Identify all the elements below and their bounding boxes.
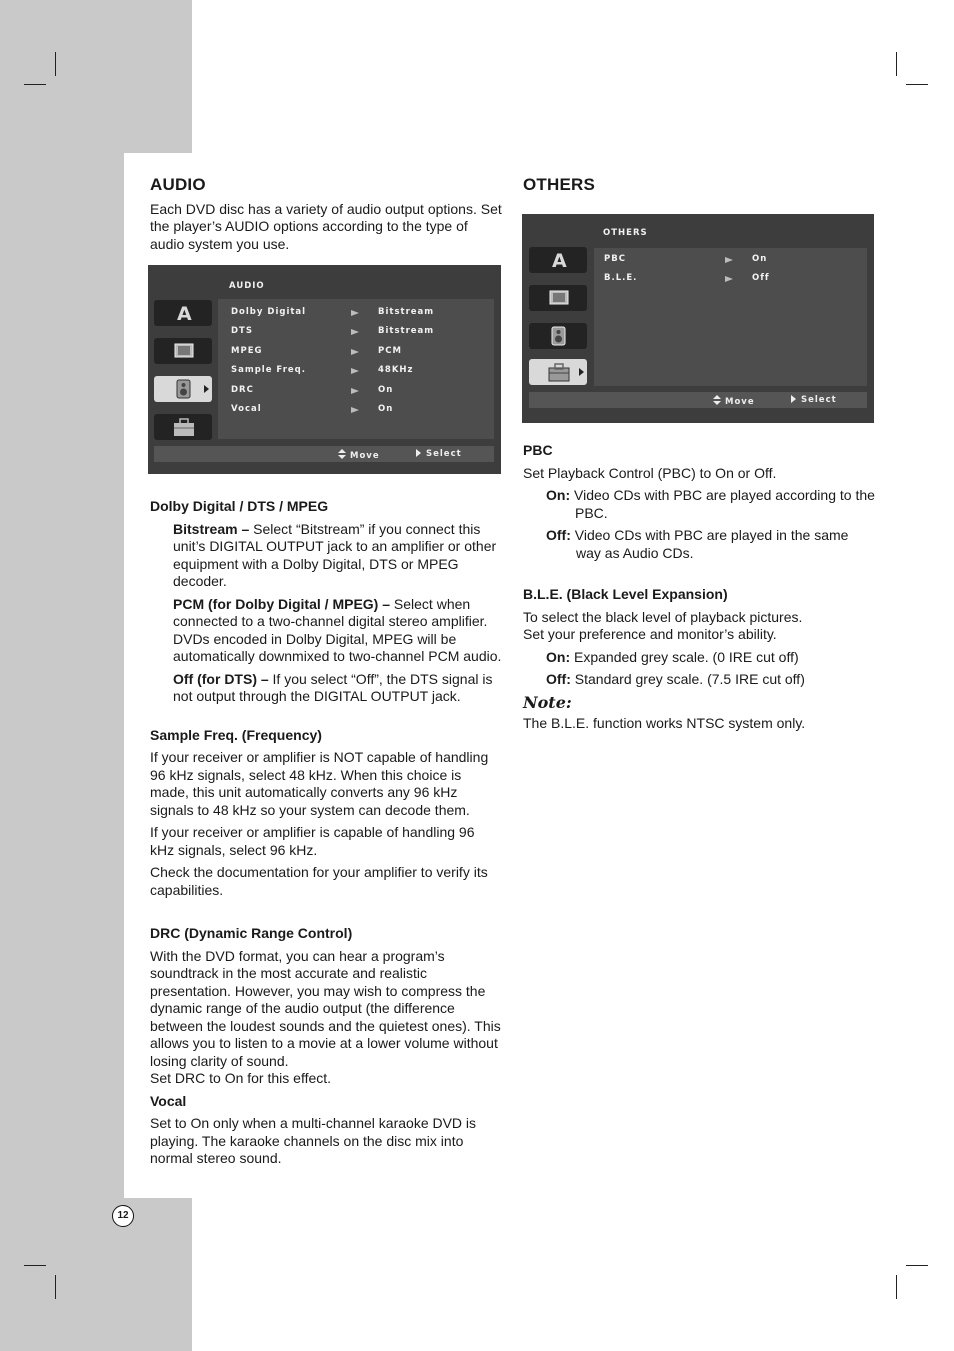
pbc-on-term: On: bbox=[546, 487, 571, 503]
audio-menu-screen bbox=[148, 265, 501, 474]
up-down-icon bbox=[338, 449, 346, 459]
row-value: 48KHz bbox=[378, 365, 414, 375]
note-title: Note: bbox=[523, 692, 572, 712]
menu-title: OTHERS bbox=[603, 228, 648, 238]
others-icon bbox=[529, 359, 587, 385]
ble-off-term: Off: bbox=[546, 671, 571, 687]
drc-heading: DRC (Dynamic Range Control) bbox=[150, 925, 353, 941]
move-label: Move bbox=[725, 397, 755, 407]
row-label[interactable]: Sample Freq. bbox=[231, 365, 306, 375]
bitstream-desc bbox=[150, 521, 502, 591]
crop-mark bbox=[24, 84, 46, 85]
row-value: On bbox=[378, 404, 394, 414]
ble-on-desc bbox=[523, 649, 875, 667]
arrow-icon bbox=[351, 329, 359, 335]
up-down-icon bbox=[713, 395, 721, 405]
others-icon bbox=[154, 414, 212, 440]
display-icon bbox=[529, 285, 587, 311]
row-label[interactable]: B.L.E. bbox=[604, 273, 638, 283]
pbc-on-desc bbox=[523, 487, 875, 522]
tab-audio[interactable] bbox=[154, 376, 212, 402]
row-label[interactable]: DRC bbox=[231, 385, 254, 395]
audio-heading: AUDIO bbox=[150, 175, 206, 194]
pbc-on-text: Video CDs with PBC are played according to the PBC. bbox=[570, 487, 875, 521]
vocal-p1: Set to On only when a multi-channel karaoke DVD is playing. The karaoke channels on the disc mix into normal stereo sound. bbox=[150, 1115, 477, 1166]
row-value: Bitstream bbox=[378, 307, 435, 317]
select-label: Select bbox=[801, 395, 837, 405]
pbc-intro: Set Playback Control (PBC) to On or Off. bbox=[523, 464, 777, 481]
row-value: On bbox=[752, 254, 768, 264]
arrow-icon bbox=[351, 368, 359, 374]
ble-off-text: Standard grey scale. (7.5 IRE cut off) bbox=[570, 671, 805, 687]
sample-freq-p3: Check the documentation for your amplifier to verify its capabilities. bbox=[150, 864, 488, 898]
crop-mark bbox=[906, 84, 928, 85]
others-details bbox=[523, 442, 875, 733]
audio-icon bbox=[529, 323, 587, 349]
move-label: Move bbox=[350, 451, 380, 461]
menu-title: AUDIO bbox=[229, 281, 265, 291]
pcm-term: PCM (for Dolby Digital / MPEG) – bbox=[173, 595, 391, 612]
crop-mark bbox=[55, 1275, 56, 1299]
row-value: On bbox=[378, 385, 394, 395]
language-icon bbox=[154, 300, 212, 326]
row-label[interactable]: Vocal bbox=[231, 404, 262, 414]
arrow-icon bbox=[351, 388, 359, 394]
pbc-off-text: Video CDs with PBC are played in the same way as Audio CDs. bbox=[570, 527, 849, 561]
ble-heading: B.L.E. (Black Level Expansion) bbox=[523, 586, 728, 602]
play-icon bbox=[416, 449, 421, 457]
arrow-icon bbox=[351, 310, 359, 316]
pcm-desc bbox=[150, 596, 502, 666]
off-dts-text: If you select “Off”, the DTS signal is not output through the DIGITAL OUTPUT jack. bbox=[173, 670, 493, 704]
ble-on-text: Expanded grey scale. (0 IRE cut off) bbox=[570, 648, 799, 665]
move-hint bbox=[338, 449, 380, 461]
row-label[interactable]: DTS bbox=[231, 326, 253, 336]
ble-p1: To select the black level of playback pictures. bbox=[523, 608, 803, 625]
arrow-icon bbox=[351, 349, 359, 355]
crop-mark bbox=[896, 52, 897, 76]
sample-freq-heading: Sample Freq. (Frequency) bbox=[150, 726, 322, 743]
pbc-off-term: Off: bbox=[546, 527, 571, 543]
row-label[interactable]: Dolby Digital bbox=[231, 307, 307, 317]
row-value: Bitstream bbox=[378, 326, 435, 336]
sample-freq-p2: If your receiver or amplifier is capable of handling 96 kHz signals, select 96 kHz. bbox=[150, 824, 475, 858]
tab-others[interactable] bbox=[154, 414, 212, 440]
bitstream-text: Select “Bitstream” if you connect this unit’s DIGITAL OUTPUT jack to an amplifier or other equipment with a Dolby Digital, DTS or MPEG decoder. bbox=[173, 520, 497, 589]
audio-column bbox=[150, 176, 502, 253]
pcm-text: Select when connected to a two-channel digital stereo amplifier. DVDs encoded in Dolby Digital, MPEG will be automatically downmixed to two-channel PCM audio. bbox=[173, 595, 502, 664]
select-hint bbox=[791, 395, 837, 405]
crop-mark bbox=[906, 1265, 928, 1266]
language-icon bbox=[529, 247, 587, 273]
svg-text:A: A bbox=[552, 250, 567, 272]
arrow-icon bbox=[351, 407, 359, 413]
arrow-icon bbox=[725, 257, 733, 263]
note-text: The B.L.E. function works NTSC system only. bbox=[523, 715, 806, 731]
crop-mark bbox=[896, 1275, 897, 1299]
others-heading: OTHERS bbox=[523, 175, 596, 194]
display-icon bbox=[154, 338, 212, 364]
row-value: PCM bbox=[378, 346, 402, 356]
sample-freq-p1: If your receiver or amplifier is NOT capable of handling 96 kHz signals, select 48 kHz. When this choice is made, this unit automatically converts any 96 kHz signals to 48 kHz so your system can decode them. bbox=[150, 749, 489, 818]
play-icon bbox=[791, 395, 796, 403]
tab-language[interactable] bbox=[529, 247, 587, 273]
arrow-icon bbox=[725, 276, 733, 282]
pbc-off-desc bbox=[523, 527, 875, 562]
vocal-heading: Vocal bbox=[150, 1092, 187, 1109]
move-hint bbox=[713, 395, 755, 407]
select-label: Select bbox=[426, 449, 462, 459]
others-menu-screen bbox=[522, 214, 874, 423]
pbc-heading: PBC bbox=[523, 442, 553, 458]
audio-intro: Each DVD disc has a variety of audio output options. Set the player’s AUDIO options according to the type of audio system you use. bbox=[150, 200, 502, 252]
drc-p2: Set DRC to On for this effect. bbox=[150, 1070, 332, 1086]
row-value: Off bbox=[752, 273, 770, 283]
crop-mark bbox=[55, 52, 56, 76]
tab-audio[interactable] bbox=[529, 323, 587, 349]
dolby-heading: Dolby Digital / DTS / MPEG bbox=[150, 498, 329, 514]
ble-on-term: On: bbox=[546, 648, 571, 665]
row-label[interactable]: PBC bbox=[604, 254, 626, 264]
drc-p1: With the DVD format, you can hear a program’s soundtrack in the most accurate and realistic presentation. However, you may wish to compress the dynamic range of the audio output (the difference between the loudest sounds and the quietest ones). This allows you to listen to a movie at a lower volume without losing clarity of sound. bbox=[150, 947, 501, 1069]
audio-details bbox=[150, 498, 502, 1168]
crop-mark bbox=[24, 1265, 46, 1266]
audio-icon bbox=[154, 376, 212, 402]
tab-display[interactable] bbox=[154, 338, 212, 364]
menu-area bbox=[594, 248, 867, 386]
bitstream-term: Bitstream – bbox=[173, 520, 250, 537]
off-dts-term: Off (for DTS) – bbox=[173, 670, 269, 687]
tab-language[interactable] bbox=[154, 300, 212, 326]
others-column bbox=[523, 176, 875, 194]
page-number: 12 bbox=[112, 1205, 134, 1227]
ble-p2: Set your preference and monitor’s ability. bbox=[523, 626, 777, 642]
tab-display[interactable] bbox=[529, 285, 587, 311]
off-dts-desc bbox=[150, 671, 502, 706]
tab-others[interactable] bbox=[529, 359, 587, 385]
svg-text:A: A bbox=[177, 303, 192, 325]
select-hint bbox=[416, 449, 462, 459]
ble-off-desc bbox=[523, 671, 875, 689]
row-label[interactable]: MPEG bbox=[231, 346, 263, 356]
